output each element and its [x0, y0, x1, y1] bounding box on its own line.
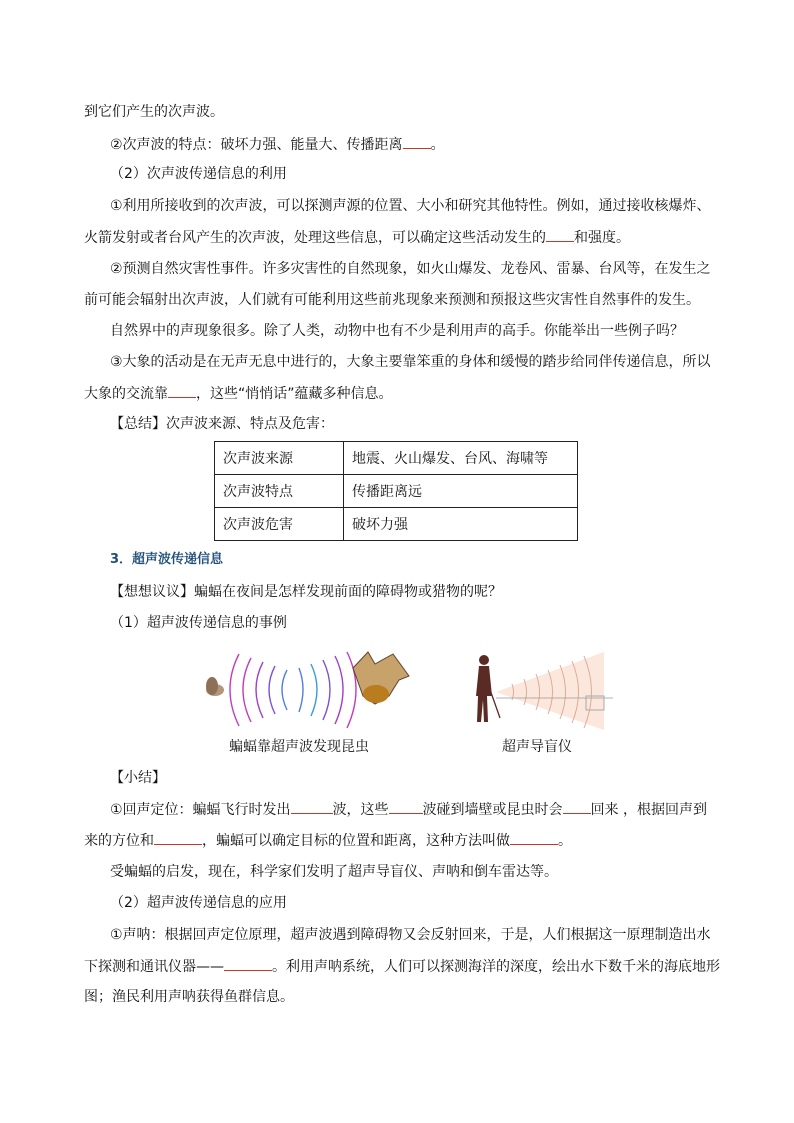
- text-line: [110, 582, 502, 602]
- table-cell: 次声波来源: [215, 442, 344, 475]
- text-line: [110, 414, 334, 434]
- table-row: [215, 508, 578, 541]
- person-icon: [476, 655, 500, 722]
- text: 下探测和通讯仪器——: [84, 959, 224, 975]
- text: ③大象的活动是在无声无息中进行的，大象主要靠笨重的身体和缓慢的踏步给同伴传递信息，所以: [110, 354, 711, 370]
- bat-icon: [353, 652, 409, 704]
- fill-blank[interactable]: [546, 227, 574, 242]
- text: 【总结】次声波来源、特点及危害：: [110, 416, 334, 432]
- figure-caption: 蝙蝠靠超声波发现昆虫: [229, 739, 369, 755]
- text-line: [110, 259, 711, 279]
- blind-guide-figure: [468, 646, 618, 732]
- text-line: [110, 352, 711, 372]
- fill-blank[interactable]: [291, 799, 333, 814]
- text: 到它们产生的次声波。: [84, 104, 224, 120]
- text: ，这些“悄悄话”蕴藏多种信息。: [196, 386, 393, 402]
- text-line: [84, 830, 572, 851]
- text: 【小结】: [110, 770, 166, 786]
- fill-blank[interactable]: [224, 956, 272, 971]
- fill-blank[interactable]: [403, 134, 431, 149]
- text-line: [110, 862, 558, 882]
- moth-icon: [206, 677, 224, 696]
- text-line: [84, 987, 294, 1007]
- subsection-title: [110, 893, 287, 913]
- text: 火箭发射或者台风产生的次声波，处理这些信息，可以确定这些活动发生的: [84, 230, 546, 246]
- text: 波，这些: [332, 802, 389, 818]
- text: ②次声波的特点：破坏力强、能量大、传播距离: [110, 137, 403, 153]
- text-line: [110, 134, 445, 155]
- text: ①回声定位：蝙蝠飞行时发出: [110, 802, 291, 818]
- sound-beam-icon: [496, 652, 613, 730]
- text: 回来 ，根据回声到: [590, 802, 708, 818]
- section-heading: [110, 550, 223, 570]
- text: （2）超声波传递信息的应用: [110, 895, 287, 911]
- text: 自然界中的声现象很多。除了人类，动物中也有不少是利用声的高手。你能举出一些例子吗？: [110, 323, 684, 339]
- text: 大象的交流靠: [84, 386, 168, 402]
- text: ，蝙蝠可以确定目标的位置和距离，这种方法叫做: [202, 833, 510, 849]
- table-cell: 传播距离远: [344, 475, 578, 508]
- text-line: [84, 290, 700, 310]
- fill-blank[interactable]: [154, 830, 202, 845]
- text: 受蝙蝠的启发，现在，科学家们发明了超声导盲仪、声呐和倒车雷达等。: [110, 864, 558, 880]
- table-cell: 地震、火山爆发、台风、海啸等: [344, 442, 578, 475]
- text-line: [84, 227, 630, 248]
- text: 波碰到墙壁或昆虫时会: [422, 802, 563, 818]
- text-line: [110, 321, 684, 341]
- text: ①利用所接收到的次声波，可以探测声源的位置、大小和研究其他特性。例如，通过接收核爆炸、: [110, 198, 711, 214]
- text: ②预测自然灾害性事件。许多灾害性的自然现象，如火山爆发、龙卷风、雷暴、台风等，在发生之: [110, 261, 711, 277]
- table-row: [215, 442, 578, 475]
- text: 来的方位和: [84, 833, 154, 849]
- text: 3．超声波传递信息: [110, 552, 224, 567]
- table-cell: 次声波危害: [215, 508, 344, 541]
- text: 图；渔民利用声呐获得鱼群信息。: [84, 989, 294, 1005]
- text-line: [110, 925, 711, 945]
- text: 。: [558, 833, 572, 849]
- subsection-title: [110, 164, 287, 184]
- subsection-title: [110, 768, 166, 788]
- text: 【想想议议】蝙蝠在夜间是怎样发现前面的障碍物或猎物的呢？: [110, 584, 502, 600]
- fill-blank[interactable]: [510, 830, 558, 845]
- text-line: [110, 196, 711, 216]
- text: ①声呐：根据回声定位原理，超声波遇到障碍物又会反射回来，于是，人们根据这一原理制造出水: [110, 927, 711, 943]
- table-cell: 次声波特点: [215, 475, 344, 508]
- text-line: [84, 956, 720, 977]
- summary-table: [214, 441, 578, 541]
- fill-blank[interactable]: [389, 799, 423, 814]
- fill-blank[interactable]: [168, 383, 196, 398]
- subsection-title: [110, 613, 287, 633]
- bat-echolocation-figure: [203, 646, 413, 732]
- text: 前可能会辐射出次声波，人们就有可能利用这些前兆现象来预测和预报这些灾害性自然事件的发生。: [84, 292, 700, 308]
- figure-caption: 超声导盲仪: [502, 739, 572, 755]
- text-line: [84, 383, 393, 404]
- table-row: [215, 475, 578, 508]
- text-line: [84, 102, 224, 122]
- text: 。利用声呐系统，人们可以探测海洋的深度，绘出水下数千米的海底地形: [272, 959, 720, 975]
- text: 和强度。: [574, 230, 630, 246]
- text: 。: [430, 137, 445, 153]
- text-line: [110, 799, 707, 820]
- text: （2）次声波传递信息的利用: [110, 166, 287, 182]
- text: （1）超声波传递信息的事例: [110, 615, 287, 631]
- table-cell: 破坏力强: [344, 508, 578, 541]
- fill-blank[interactable]: [563, 799, 591, 814]
